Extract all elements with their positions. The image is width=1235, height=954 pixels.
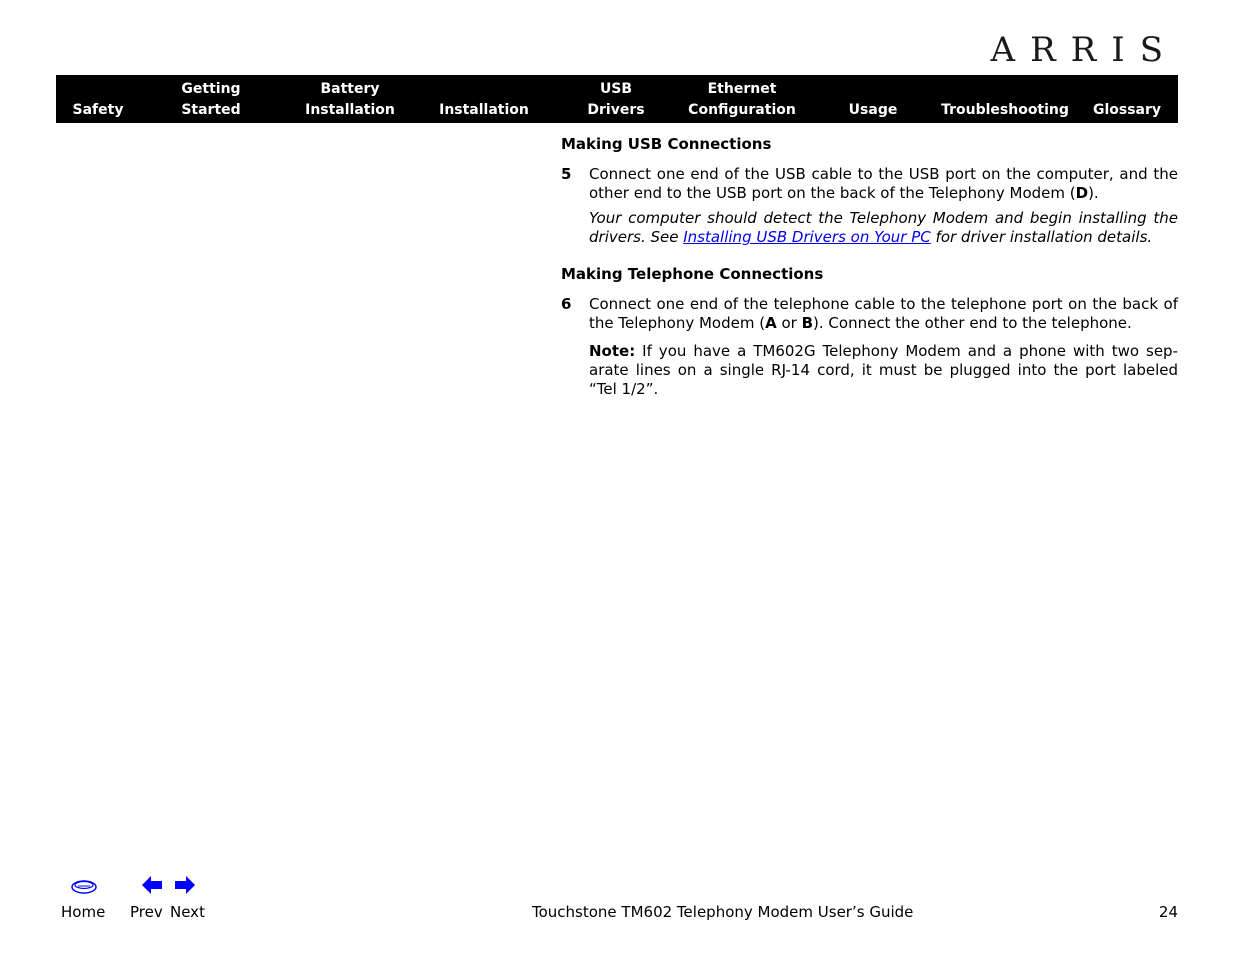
nav-installation[interactable] <box>439 75 529 123</box>
arris-logo: ARRIS <box>990 30 1178 70</box>
nav-label-line2: Configuration <box>688 102 796 118</box>
step-6 <box>561 295 1178 333</box>
next-link[interactable]: Next <box>170 903 205 921</box>
nav-label-line1 <box>1093 79 1161 100</box>
home-link[interactable]: Home <box>61 903 106 921</box>
step-text-end: ). <box>1088 184 1099 202</box>
step-text: Connect one end of the USB cable to the USB port on the computer, and the other end to the USB port on the back of the Telephony Modem ( <box>589 165 1178 202</box>
nav-getting-started[interactable] <box>181 75 240 123</box>
nav-label-line1: USB <box>599 81 633 97</box>
telephone-connections-heading: Making Telephone Connections <box>561 265 824 283</box>
step-text: Connect one end of the telephone cable to the telephone port on the back of the Telephony Modem ( <box>589 295 1178 332</box>
usb-connections-heading: Making USB Connections <box>561 135 772 153</box>
nav-battery-installation[interactable] <box>305 75 395 123</box>
detail-text: Your computer should detect the Telephony Modem and begin installing the drivers. See <box>589 209 1178 246</box>
top-nav-bar <box>56 75 1178 123</box>
prev-arrow-icon[interactable] <box>142 876 162 894</box>
nav-safety[interactable] <box>73 75 124 123</box>
next-arrow-icon[interactable] <box>175 876 195 894</box>
port-label-d: D <box>1075 184 1089 202</box>
nav-label-line1 <box>849 79 898 100</box>
port-label-b: B <box>801 314 814 332</box>
step-text-end: ). Connect the other end to the telephone. <box>813 314 1132 332</box>
document-title: Touchstone TM602 Telephony Modem User’s Guide <box>532 903 914 921</box>
usb-drivers-link[interactable]: Installing USB Drivers on Your PC <box>683 228 931 246</box>
nav-label-line1 <box>439 79 529 100</box>
nav-usage[interactable] <box>849 75 898 123</box>
nav-label-line2: Installation <box>439 102 529 118</box>
note-label: Note: <box>589 342 636 360</box>
nav-label-line2: Drivers <box>587 102 645 118</box>
nav-label-line2: Safety <box>72 102 124 118</box>
nav-label-line2: Glossary <box>1092 102 1162 118</box>
home-icon[interactable] <box>70 877 98 897</box>
main-content <box>561 134 1178 399</box>
note-text: If you have a TM602G Telephony Modem and a phone with two separate lines on a single RJ-14 cord, it must be plugged into the port labeled “Tel 1/2”. <box>589 342 1178 398</box>
port-label-a: A <box>765 314 777 332</box>
nav-label-line2: Installation <box>305 102 395 118</box>
page-number: 24 <box>1158 903 1178 921</box>
note-paragraph <box>561 342 1178 399</box>
nav-label-line1: Getting <box>181 81 241 97</box>
prev-link[interactable]: Prev <box>130 903 163 921</box>
nav-label-line2: Troubleshooting <box>941 102 1069 118</box>
detail-text-end: for driver installation details. <box>930 228 1153 246</box>
nav-ethernet-configuration[interactable] <box>688 75 796 123</box>
step-text-mid: or <box>776 314 802 332</box>
nav-usb-drivers[interactable] <box>587 75 644 123</box>
nav-troubleshooting[interactable] <box>941 75 1069 123</box>
nav-label-line1: Battery <box>320 81 380 97</box>
nav-label-line1: Ethernet <box>707 81 777 97</box>
nav-label-line2: Usage <box>848 102 898 118</box>
step-number: 5 <box>561 165 572 183</box>
nav-glossary[interactable] <box>1093 75 1161 123</box>
step-number: 6 <box>561 295 572 313</box>
nav-label-line2: Started <box>181 102 241 118</box>
nav-label-line1 <box>941 79 1069 100</box>
step-5 <box>561 165 1178 203</box>
nav-label-line1 <box>73 79 124 100</box>
step-5-detail <box>561 209 1178 247</box>
